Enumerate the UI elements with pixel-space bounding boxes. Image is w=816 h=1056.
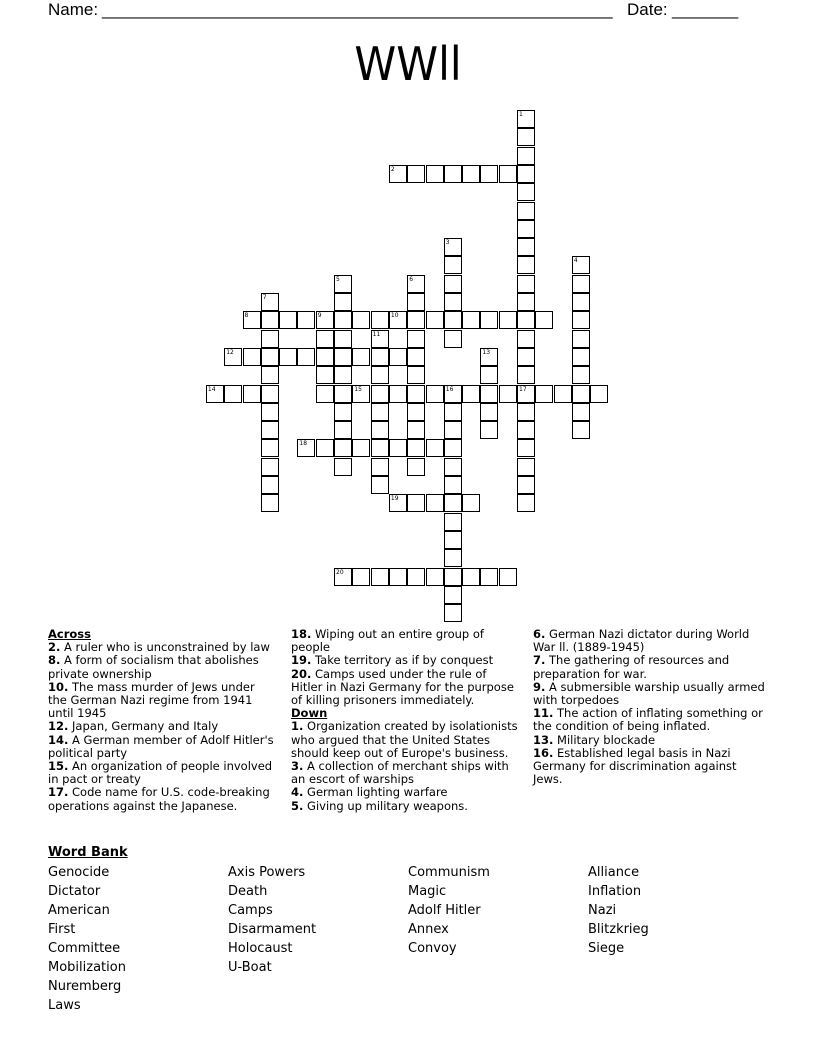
word-bank-item: Siege — [588, 941, 625, 956]
word-bank-item: Death Camps — [228, 884, 273, 918]
grid-cell[interactable] — [389, 385, 407, 403]
clue-across — [48, 734, 276, 760]
grid-cell[interactable] — [334, 421, 352, 439]
word-bank-item: American First Committee — [48, 903, 121, 956]
grid-cell[interactable] — [316, 439, 334, 457]
clue-text: An organization of people involved in pact or treaty — [48, 759, 273, 787]
clue-number: 20. — [291, 666, 312, 681]
grid-cell[interactable] — [261, 293, 279, 311]
clue-text: The mass murder of Jews under the German Nazi regime from 1941 until 1945 — [48, 679, 255, 721]
clue-text: Japan, Germany and Italy — [72, 719, 219, 734]
grid-cell[interactable] — [407, 275, 425, 293]
grid-cell[interactable] — [572, 330, 590, 348]
grid-cell[interactable] — [517, 494, 535, 512]
grid-cell[interactable] — [407, 385, 425, 403]
grid-cell[interactable] — [572, 311, 590, 329]
grid-cell[interactable] — [316, 348, 334, 366]
grid-cell[interactable] — [572, 421, 590, 439]
grid-cell[interactable] — [352, 311, 370, 329]
clue-text: A collection of merchant ships with an escort of warships — [291, 759, 509, 787]
grid-cell[interactable] — [352, 568, 370, 586]
word-bank-item: Dictator — [48, 884, 101, 899]
grid-cell[interactable] — [334, 330, 352, 348]
grid-cell[interactable] — [444, 494, 462, 512]
grid-cell[interactable] — [261, 494, 279, 512]
grid-cell[interactable] — [480, 348, 498, 366]
grid-cell[interactable] — [334, 293, 352, 311]
grid-cell[interactable] — [517, 183, 535, 201]
clue-number: 1. — [291, 719, 304, 734]
grid-cell[interactable] — [371, 421, 389, 439]
grid-cell[interactable] — [480, 568, 498, 586]
grid-cell[interactable] — [444, 513, 462, 531]
clue-down — [291, 800, 521, 813]
grid-cell[interactable] — [444, 604, 462, 622]
grid-cell[interactable] — [444, 549, 462, 567]
cell-number: 9 — [317, 312, 322, 320]
grid-cell[interactable] — [480, 421, 498, 439]
grid-cell[interactable] — [462, 385, 480, 403]
grid-cell[interactable] — [371, 568, 389, 586]
name-label: Name: — [48, 0, 99, 19]
grid-cell[interactable] — [499, 568, 517, 586]
word-bank-column — [408, 863, 490, 958]
grid-cell[interactable] — [517, 202, 535, 220]
clue-down — [291, 720, 521, 760]
grid-cell[interactable] — [517, 403, 535, 421]
clue-text: German lighting warfare — [307, 785, 448, 800]
clue-across — [291, 668, 521, 708]
grid-cell[interactable] — [261, 439, 279, 457]
grid-cell[interactable] — [316, 366, 334, 384]
clue-across — [48, 654, 276, 680]
grid-cell[interactable] — [444, 439, 462, 457]
grid-cell[interactable] — [517, 330, 535, 348]
word-bank-item: Adolf Hitler — [408, 903, 481, 918]
grid-cell[interactable] — [389, 439, 407, 457]
cell-number: 1 — [519, 111, 523, 118]
date-label: Date: — [627, 0, 668, 19]
grid-cell[interactable] — [407, 421, 425, 439]
grid-cell[interactable] — [243, 348, 261, 366]
word-bank-heading: Word Bank — [48, 845, 128, 860]
grid-cell[interactable] — [444, 238, 462, 256]
grid-cell[interactable] — [426, 568, 444, 586]
grid-cell[interactable] — [444, 275, 462, 293]
clue-number: 6. — [533, 627, 546, 641]
grid-cell[interactable] — [444, 586, 462, 604]
grid-cell[interactable] — [206, 385, 224, 403]
grid-cell[interactable] — [261, 458, 279, 476]
grid-cell[interactable] — [444, 476, 462, 494]
grid-cell[interactable] — [572, 385, 590, 403]
date-field-line[interactable]: _______ — [672, 0, 739, 19]
grid-cell[interactable] — [517, 458, 535, 476]
clue-text: Camps used under the rule of Hitler in Nazi Germany for the purpose of killing prisoners immediately. — [291, 666, 514, 708]
grid-cell[interactable] — [407, 165, 425, 183]
grid-cell[interactable] — [572, 275, 590, 293]
grid-cell[interactable] — [371, 439, 389, 457]
clue-number: 3. — [291, 759, 304, 774]
clue-text: The action of inflating something or the condition of being inflated. — [533, 706, 763, 734]
grid-cell[interactable] — [462, 568, 480, 586]
clue-down — [291, 760, 521, 786]
clue-text: A submersible warship usually armed with torpedoes — [533, 679, 765, 708]
grid-cell[interactable] — [334, 311, 352, 329]
grid-cell[interactable] — [407, 348, 425, 366]
down-heading: Down — [291, 706, 328, 721]
clue-number: 13. — [533, 732, 554, 747]
cell-number: 5 — [336, 275, 340, 283]
grid-cell[interactable] — [444, 256, 462, 274]
clue-text: Wiping out an entire group of people — [291, 627, 484, 655]
cell-number: 15 — [354, 385, 362, 393]
clue-number: 9. — [533, 679, 546, 694]
grid-cell[interactable] — [444, 403, 462, 421]
grid-cell[interactable] — [316, 330, 334, 348]
clue-text: Code name for U.S. code-breaking operations against the Japanese. — [48, 785, 270, 813]
grid-cell[interactable] — [261, 421, 279, 439]
grid-cell[interactable] — [297, 348, 315, 366]
grid-cell[interactable] — [297, 311, 315, 329]
grid-cell[interactable] — [444, 458, 462, 476]
clue-text: Established legal basis in Nazi Germany for discrimination against Jews. — [533, 745, 737, 787]
cell-number: 19 — [390, 495, 399, 503]
grid-cell[interactable] — [444, 421, 462, 439]
grid-cell[interactable] — [224, 385, 242, 403]
grid-cell[interactable] — [426, 439, 444, 457]
clues-column-2 — [291, 628, 521, 813]
clue-number: 11. — [533, 706, 554, 721]
grid-cell[interactable] — [371, 476, 389, 494]
clues-column-1 — [48, 628, 276, 813]
grid-cell[interactable] — [535, 311, 553, 329]
clue-across — [48, 760, 276, 786]
grid-cell[interactable] — [224, 348, 242, 366]
cell-number: 3 — [445, 239, 450, 247]
clue-number: 7. — [533, 653, 546, 668]
grid-cell[interactable] — [261, 366, 279, 384]
clues-column-3 — [533, 628, 765, 786]
grid-cell[interactable] — [480, 165, 498, 183]
cell-number: 11 — [372, 330, 381, 338]
word-bank-item: Axis Powers — [228, 865, 306, 880]
grid-cell[interactable] — [572, 403, 590, 421]
grid-cell[interactable] — [426, 165, 444, 183]
word-bank-item: Inflation — [588, 884, 642, 899]
clue-number: 16. — [533, 745, 554, 760]
grid-cell[interactable] — [499, 311, 517, 329]
page-title: WWll — [354, 37, 462, 91]
word-bank-item: Holocaust — [228, 941, 293, 956]
grid-cell[interactable] — [352, 348, 370, 366]
clue-down — [533, 654, 765, 680]
grid-cell[interactable] — [480, 311, 498, 329]
clue-down — [533, 628, 765, 654]
clue-number: 12. — [48, 719, 69, 734]
clue-text: Giving up military weapons. — [307, 798, 468, 813]
grid-cell[interactable] — [517, 128, 535, 146]
name-field-line[interactable]: ______________________________________________________ — [102, 0, 613, 19]
grid-cell[interactable] — [517, 311, 535, 329]
word-bank-item: U-Boat — [228, 960, 272, 975]
grid-cell[interactable] — [371, 403, 389, 421]
grid-cell[interactable] — [572, 293, 590, 311]
clue-across — [291, 628, 521, 654]
clue-text: A German member of Adolf Hitler's political party — [48, 732, 274, 760]
word-bank-column — [48, 863, 128, 1015]
cell-number: 20 — [336, 568, 344, 576]
word-bank-item: Annex — [408, 922, 449, 937]
word-bank-item: Communism — [408, 865, 490, 880]
clue-number: 19. — [291, 653, 312, 668]
clue-number: 5. — [291, 798, 304, 813]
grid-cell[interactable] — [462, 494, 480, 512]
grid-cell[interactable] — [480, 403, 498, 421]
clue-text: German Nazi dictator during World War ll. (1889-1945) — [533, 627, 750, 655]
clue-down — [533, 747, 765, 787]
clue-text: A ruler who is unconstrained by law — [64, 640, 270, 655]
word-bank-item: Alliance — [588, 865, 640, 880]
grid-cell[interactable] — [480, 385, 498, 403]
grid-cell[interactable] — [462, 311, 480, 329]
grid-cell[interactable] — [334, 439, 352, 457]
grid-cell[interactable] — [407, 403, 425, 421]
across-heading: Across — [48, 627, 91, 641]
grid-cell[interactable] — [517, 366, 535, 384]
clue-text: Military blockade — [557, 732, 656, 747]
clue-number: 2. — [48, 640, 61, 655]
grid-cell[interactable] — [517, 147, 535, 165]
clue-number: 4. — [291, 785, 304, 800]
grid-cell[interactable] — [590, 385, 608, 403]
grid-cell[interactable] — [389, 311, 407, 329]
grid-cell[interactable] — [297, 439, 315, 457]
grid-cell[interactable] — [371, 348, 389, 366]
grid-cell[interactable] — [572, 256, 590, 274]
grid-cell[interactable] — [261, 385, 279, 403]
grid-cell[interactable] — [389, 165, 407, 183]
word-bank-column — [228, 863, 316, 977]
word-bank-item: Convoy — [408, 941, 457, 956]
grid-cell[interactable] — [444, 293, 462, 311]
grid-cell[interactable] — [371, 458, 389, 476]
grid-cell[interactable] — [261, 476, 279, 494]
grid-cell[interactable] — [517, 110, 535, 128]
clue-number: 14. — [48, 732, 69, 747]
grid-cell[interactable] — [261, 330, 279, 348]
cell-number: 13 — [482, 348, 491, 356]
grid-cell[interactable] — [243, 311, 261, 329]
grid-cell[interactable] — [444, 311, 462, 329]
grid-cell[interactable] — [334, 366, 352, 384]
grid-cell[interactable] — [517, 238, 535, 256]
clue-number: 8. — [48, 653, 61, 668]
grid-cell[interactable] — [517, 385, 535, 403]
cell-number: 7 — [262, 294, 267, 301]
grid-cell[interactable] — [444, 531, 462, 549]
grid-cell[interactable] — [407, 568, 425, 586]
cell-number: 12 — [226, 348, 234, 356]
clue-text: The gathering of resources and preparation for war. — [533, 653, 730, 681]
clue-across — [48, 786, 276, 812]
grid-cell[interactable] — [261, 403, 279, 421]
grid-cell[interactable] — [426, 311, 444, 329]
cell-number: 8 — [244, 312, 249, 320]
grid-cell[interactable] — [517, 476, 535, 494]
grid-cell[interactable] — [371, 330, 389, 348]
grid-cell[interactable] — [407, 439, 425, 457]
clue-number: 17. — [48, 785, 69, 800]
grid-cell[interactable] — [279, 348, 297, 366]
cell-number: 18 — [299, 440, 308, 448]
grid-cell[interactable] — [535, 385, 553, 403]
clue-text: Organization created by isolationists who argued that the United States should keep out of Europe's business. — [291, 719, 518, 760]
grid-cell[interactable] — [517, 275, 535, 293]
cell-number: 17 — [519, 385, 527, 393]
grid-cell[interactable] — [499, 165, 517, 183]
word-bank-item: Disarmament — [228, 922, 317, 937]
clue-across — [48, 681, 276, 721]
grid-cell[interactable] — [316, 311, 334, 329]
cell-number: 10 — [390, 312, 399, 320]
grid-cell[interactable] — [389, 568, 407, 586]
word-bank-item: Nuremberg Laws — [48, 979, 122, 1013]
grid-cell[interactable] — [243, 385, 261, 403]
word-bank-item: Nazi — [588, 903, 617, 918]
cell-number: 6 — [409, 275, 414, 283]
word-bank-item: Blitzkrieg — [588, 922, 649, 937]
grid-cell[interactable] — [426, 385, 444, 403]
grid-cell[interactable] — [572, 348, 590, 366]
word-bank-item: Magic — [408, 884, 447, 899]
word-bank-item: Genocide — [48, 865, 110, 880]
grid-cell[interactable] — [444, 165, 462, 183]
grid-cell[interactable] — [407, 366, 425, 384]
grid-cell[interactable] — [371, 366, 389, 384]
grid-cell[interactable] — [407, 311, 425, 329]
word-bank — [48, 845, 649, 1013]
grid-cell[interactable] — [261, 311, 279, 329]
grid-cell[interactable] — [517, 439, 535, 457]
grid-cell[interactable] — [517, 293, 535, 311]
grid-cell[interactable] — [371, 311, 389, 329]
grid-cell[interactable] — [334, 568, 352, 586]
grid-cell[interactable] — [334, 385, 352, 403]
grid-cell[interactable] — [334, 348, 352, 366]
cell-number: 14 — [207, 385, 216, 393]
grid-cell[interactable] — [352, 385, 370, 403]
clue-down — [533, 707, 765, 733]
grid-cell[interactable] — [517, 348, 535, 366]
clue-number: 18. — [291, 627, 312, 641]
word-bank-item: Mobilization — [48, 960, 126, 975]
grid-cell[interactable] — [407, 494, 425, 512]
grid-cell[interactable] — [480, 366, 498, 384]
grid-cell[interactable] — [334, 403, 352, 421]
grid-cell[interactable] — [517, 220, 535, 238]
grid-cell[interactable] — [517, 256, 535, 274]
grid-cell[interactable] — [444, 330, 462, 348]
grid-cell[interactable] — [517, 421, 535, 439]
grid-cell[interactable] — [334, 458, 352, 476]
clue-text: Take territory as if by conquest — [315, 653, 494, 668]
clue-number: 15. — [48, 759, 69, 774]
cell-number: 2 — [390, 165, 395, 173]
grid-cell[interactable] — [407, 458, 425, 476]
grid-cell[interactable] — [371, 385, 389, 403]
grid-cell[interactable] — [334, 275, 352, 293]
grid-cell[interactable] — [462, 165, 480, 183]
clue-down — [533, 681, 765, 707]
cell-number: 4 — [573, 257, 578, 265]
grid-cell[interactable] — [426, 494, 444, 512]
grid-cell[interactable] — [517, 165, 535, 183]
grid-cell[interactable] — [261, 348, 279, 366]
grid-cell[interactable] — [444, 568, 462, 586]
grid-cell[interactable] — [572, 366, 590, 384]
grid-cell[interactable] — [316, 385, 334, 403]
grid-cell[interactable] — [499, 385, 517, 403]
word-bank-column — [588, 863, 649, 958]
grid-cell[interactable] — [352, 439, 370, 457]
grid-cell[interactable] — [554, 385, 572, 403]
cell-number: 16 — [445, 385, 454, 393]
grid-cell[interactable] — [407, 330, 425, 348]
grid-cell[interactable] — [389, 494, 407, 512]
grid-cell[interactable] — [407, 293, 425, 311]
clue-number: 10. — [48, 679, 69, 694]
clue-text: A form of socialism that abolishes private ownership — [48, 653, 259, 681]
grid-cell[interactable] — [389, 348, 407, 366]
grid-cell[interactable] — [444, 385, 462, 403]
grid-cell[interactable] — [279, 311, 297, 329]
